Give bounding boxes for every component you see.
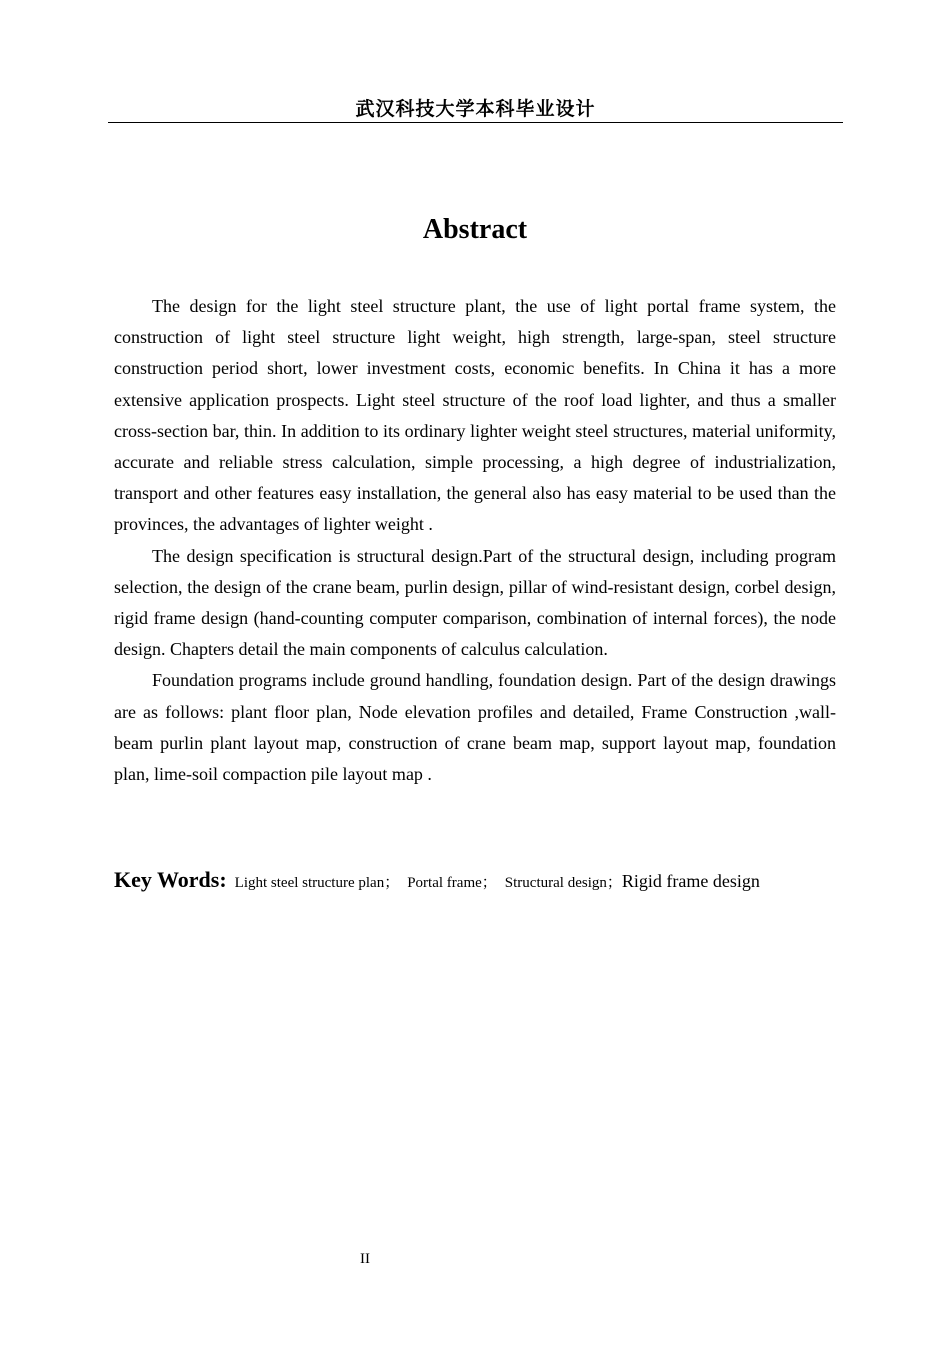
keyword-item: Portal frame xyxy=(407,875,482,891)
header-title: 武汉科技大学本科毕业设计 xyxy=(355,98,596,120)
keyword-item: Structural design xyxy=(504,875,607,891)
keywords-label: Key Words: xyxy=(114,867,227,892)
keyword-item: Light steel structure plan xyxy=(234,875,385,891)
abstract-body xyxy=(114,291,836,790)
keyword-separator: ； xyxy=(606,875,622,891)
keyword-separator: ； xyxy=(384,875,400,891)
keyword-separator: ； xyxy=(481,875,497,891)
abstract-paragraph: Foundation programs include ground handling, foundation design. Part of the design drawings are as follows: plant floor plan, Node elevation profiles and detailed, Frame Construction ,wall-beam purlin plant layout map, construction of crane beam map, support layout map, foundation plan, lime-soil compaction pile layout map . xyxy=(114,670,836,785)
abstract-paragraph: The design specification is structural design.Part of the structural design, including program selection, the design of the crane beam, purlin design, pillar of wind-resistant design, corbel design, rigid frame design (hand-counting computer comparison, combination of internal forces), the node design. Chapters detail the main components of calculus calculation. xyxy=(114,545,836,660)
abstract-title: Abstract xyxy=(422,214,528,245)
abstract-paragraph: The design for the light steel structure plant, the use of light portal frame system, the construction of light steel structure light weight, high strength, large-span, steel structure construction period short, lower investment costs, economic benefits. In China it has a more extensive application prospects. Light steel structure of the roof load lighter, and thus a smaller cross-section bar, thin. In addition to its ordinary lighter weight steel structures, material uniformity, accurate and reliable stress calculation, simple processing, a high degree of industrialization, transport and other features easy installation, the general also has easy material to be used than the provinces, the advantages of lighter weight . xyxy=(114,296,836,535)
keywords-line xyxy=(114,864,850,899)
page-number: II xyxy=(360,1251,370,1267)
page-header xyxy=(108,96,843,123)
keyword-item: Rigid frame design xyxy=(621,871,760,891)
